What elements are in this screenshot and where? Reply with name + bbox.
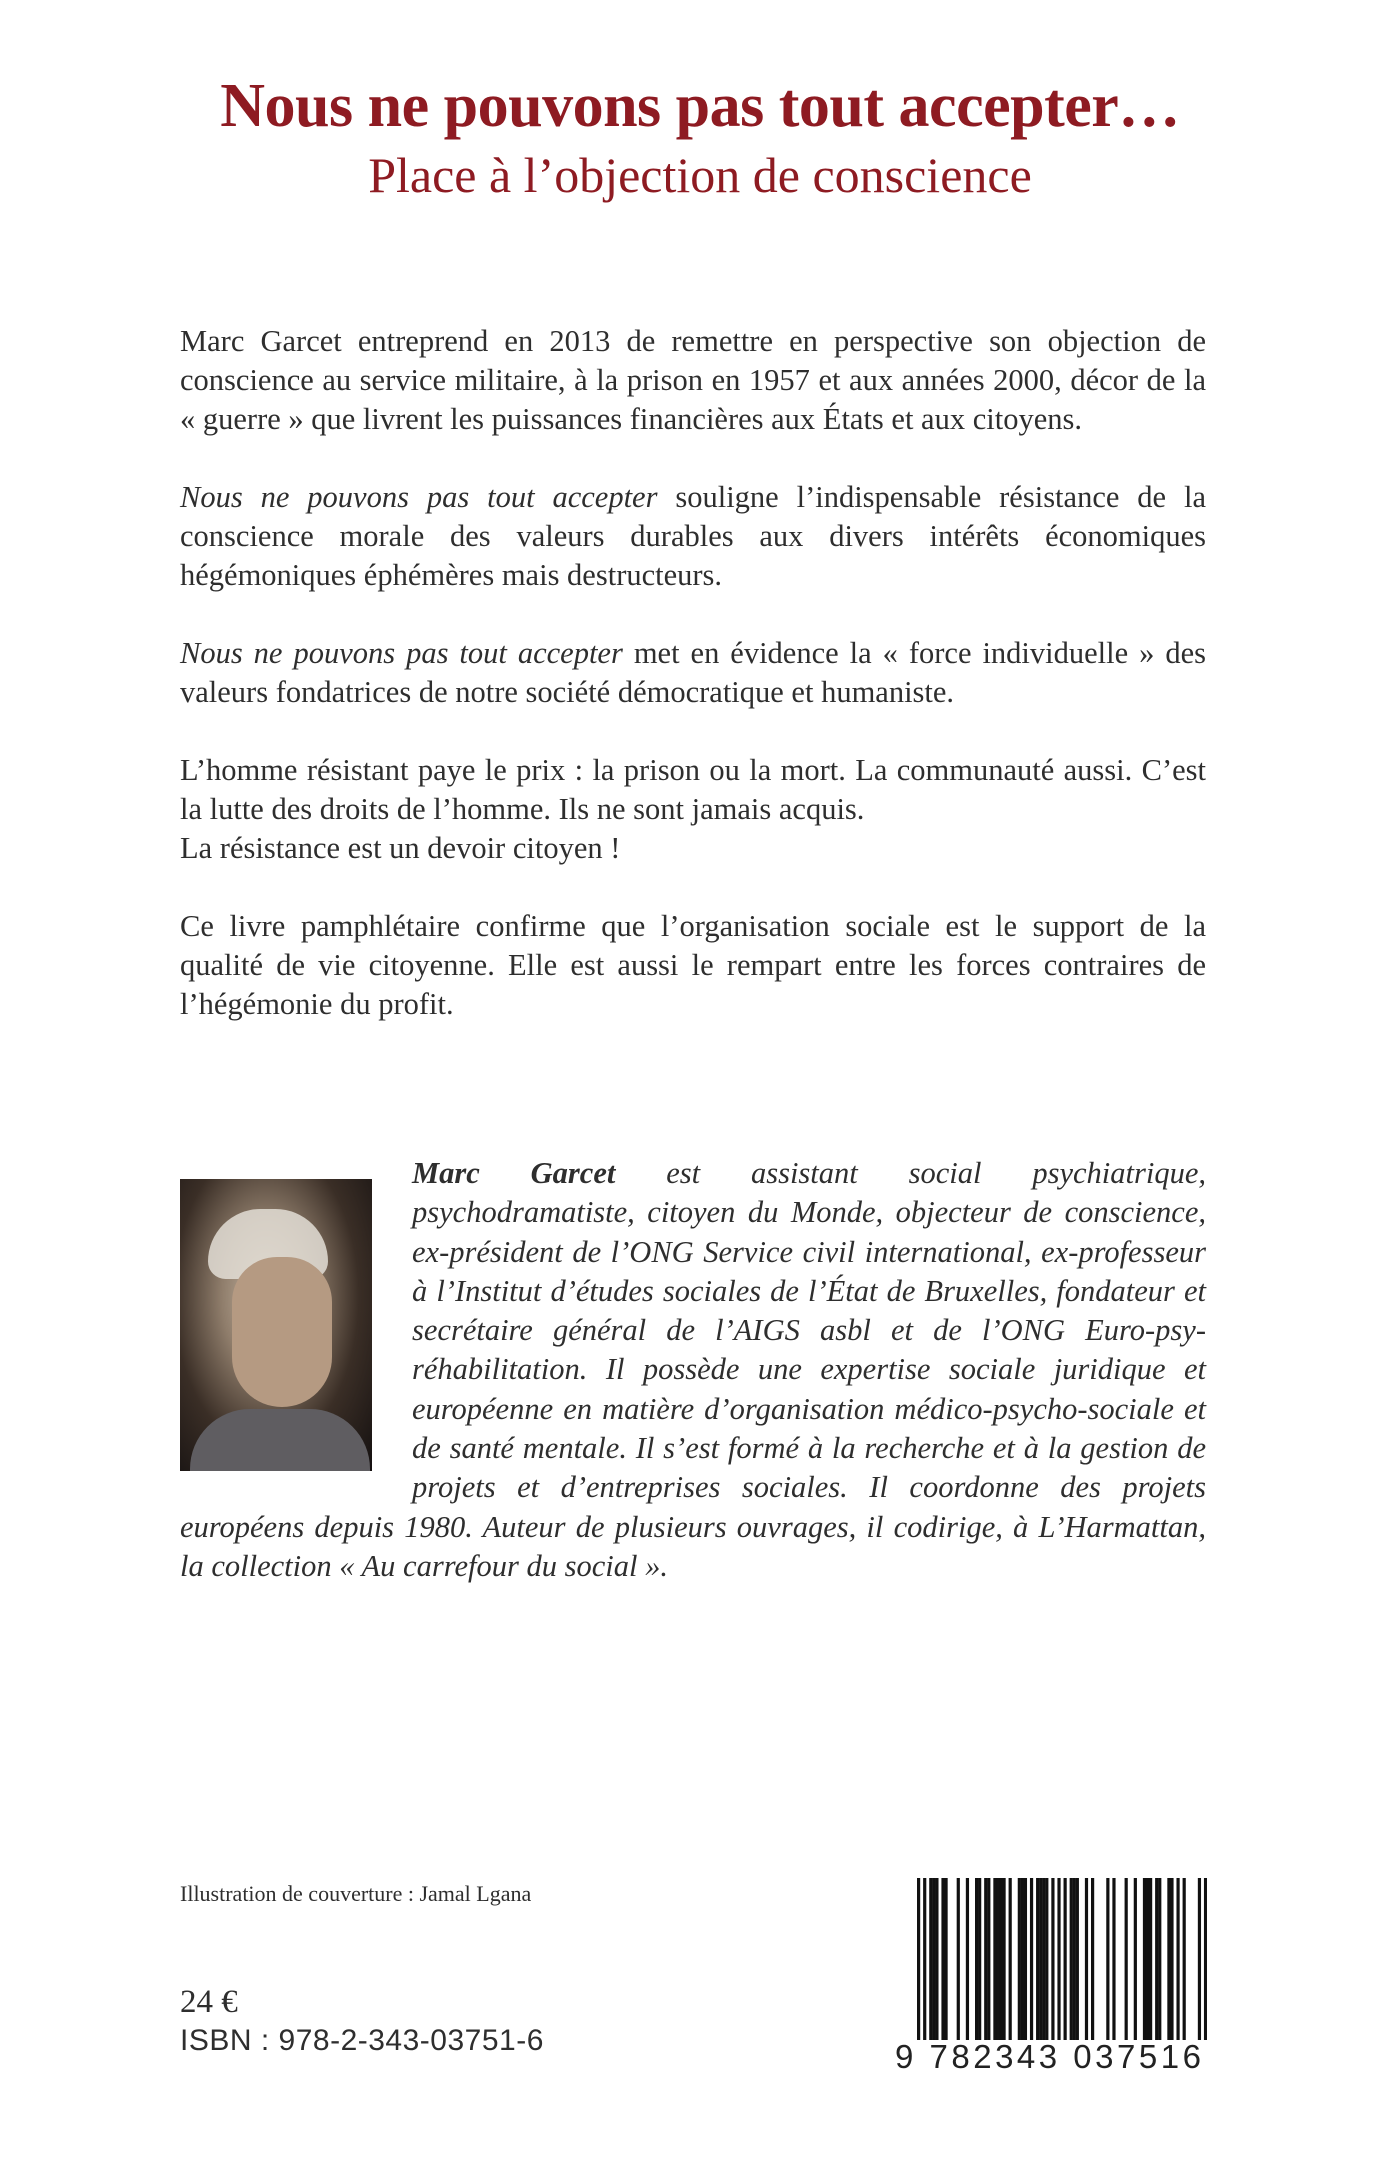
barcode-bar: [1085, 1878, 1088, 2040]
blurb-paragraph-2-text: souligne l’indispensable résistance de la conscience morale des valeurs durables aux divers intérêts économiques hégémoniques éphémères mais destructeurs.: [180, 480, 1206, 592]
barcode-bar: [1021, 1878, 1024, 2040]
book-title: Nous ne pouvons pas tout accepter…: [220, 72, 1180, 140]
barcode-bar: [999, 1878, 1002, 2040]
barcode-bar: [978, 1878, 981, 2040]
barcode-digits: 9 782343 037516: [895, 2038, 1205, 2075]
author-bio-text: est assistant social psychiatrique, psychodramatiste, citoyen du Monde, objecteur de conscience, ex-président de l’ONG Service civil international, ex-professeur à l’Institut d’études sociales de l’État de Bruxelles, fondateur et secrétaire général de l’AIGS asbl et de l’ONG Euro-psy-réhabilitation. Il possède une expertise sociale juridique et européenne en matière d’organisation médico-psycho-sociale et de santé mentale. Il s’est formé à la recherche et à la gestion de projets et d’entreprises sociales. Il coordonne des projets européens depuis 1980. Auteur de plusieurs ouvrages, il codirige, à L’Harmattan, la collection « Au carrefour du social ».: [180, 1156, 1206, 1583]
barcode-bar: [1030, 1878, 1033, 2040]
barcode-bar: [929, 1878, 932, 2040]
barcode-bar: [935, 1878, 938, 2040]
barcode-bar: [1176, 1878, 1179, 2040]
barcode-bar: [932, 1878, 935, 2040]
barcode-bar: [1064, 1878, 1067, 2040]
barcode-bar: [1039, 1878, 1042, 2040]
barcode-bar: [941, 1878, 944, 2040]
price: 24 €: [180, 1984, 238, 2020]
book-title-italic: Nous ne pouvons pas tout accepter: [180, 480, 658, 514]
barcode-bar: [917, 1878, 920, 2040]
barcode-bar: [1198, 1878, 1201, 2040]
barcode-bar: [996, 1878, 999, 2040]
book-title-italic: Nous ne pouvons pas tout accepter: [180, 636, 623, 670]
barcode-bar: [987, 1878, 990, 2040]
barcode-bar: [1204, 1878, 1207, 2040]
cover-heading: [0, 68, 1400, 206]
barcode-bar: [1091, 1878, 1094, 2040]
blurb-paragraph-4: L’homme résistant paye le prix : la prison ou la mort. La communauté aussi. C’est la lutte des droits de l’homme. Ils ne sont jamais acquis.: [180, 753, 1206, 826]
cover-credit: Illustration de couverture : Jamal Lgana: [180, 1881, 532, 1906]
blurb-paragraph-3-text: met en évidence la « force individuelle » des valeurs fondatrices de notre société démocratique et humaniste.: [180, 636, 1206, 709]
barcode-bar: [1125, 1878, 1128, 2040]
barcode-bar: [1158, 1878, 1161, 2040]
book-subtitle: Place à l’objection de conscience: [368, 147, 1032, 203]
barcode-bar: [1009, 1878, 1012, 2040]
barcode-bar: [1170, 1878, 1173, 2040]
barcode-bar: [1183, 1878, 1186, 2040]
barcode-bar: [1134, 1878, 1137, 2040]
barcode-bar: [984, 1878, 987, 2040]
barcode-bar: [1146, 1878, 1149, 2040]
barcode-bar: [923, 1878, 926, 2040]
blurb-paragraph-1: Marc Garcet entreprend en 2013 de remettre en perspective son objection de conscience au service militaire, à la prison en 1957 et aux années 2000, décor de la « guerre » que livrent les puissances financières aux États et aux citoyens.: [180, 324, 1206, 436]
barcode-bar: [1143, 1878, 1146, 2040]
author-name: Marc Garcet: [412, 1156, 616, 1190]
barcode-bar: [944, 1878, 947, 2040]
barcode-bar: [957, 1878, 960, 2040]
barcode-bar: [1149, 1878, 1152, 2040]
barcode-bar: [1045, 1878, 1048, 2040]
barcode-bar: [975, 1878, 978, 2040]
blurb-paragraph-3: [180, 634, 1206, 712]
barcode-bar: [966, 1878, 969, 2040]
blurb: [180, 322, 1206, 1063]
barcode-bar: [1042, 1878, 1045, 2040]
barcode-bar: [1076, 1878, 1079, 2040]
barcode-bar: [1073, 1878, 1076, 2040]
blurb-paragraph-2: [180, 478, 1206, 595]
barcode-bar: [1018, 1878, 1021, 2040]
barcode-bar: [1106, 1878, 1109, 2040]
blurb-paragraph-5: Ce livre pamphlétaire confirme que l’organisation sociale est le support de la qualité de vie citoyenne. Elle est aussi le rempart entre les forces contraires de l’hégémonie du profit.: [180, 909, 1206, 1021]
barcode-bar: [1051, 1878, 1054, 2040]
isbn: ISBN : 978-2-343-03751-6: [180, 2024, 544, 2057]
barcode-bar: [1167, 1878, 1170, 2040]
barcode-bar: [993, 1878, 996, 2040]
barcode-bar: [1112, 1878, 1115, 2040]
author-bio: [180, 1154, 1206, 1586]
barcode-bar: [1036, 1878, 1039, 2040]
barcode-bar: [1155, 1878, 1158, 2040]
author-photo: [180, 1179, 372, 1471]
barcode-bar: [1002, 1878, 1005, 2040]
barcode-bar: [1024, 1878, 1027, 2040]
barcode-bars: [917, 1878, 1207, 2040]
barcode: [895, 1870, 1211, 2082]
barcode-bar: [1057, 1878, 1060, 2040]
blurb-paragraph-4-line: La résistance est un devoir citoyen !: [180, 831, 621, 865]
barcode-bar: [1070, 1878, 1073, 2040]
